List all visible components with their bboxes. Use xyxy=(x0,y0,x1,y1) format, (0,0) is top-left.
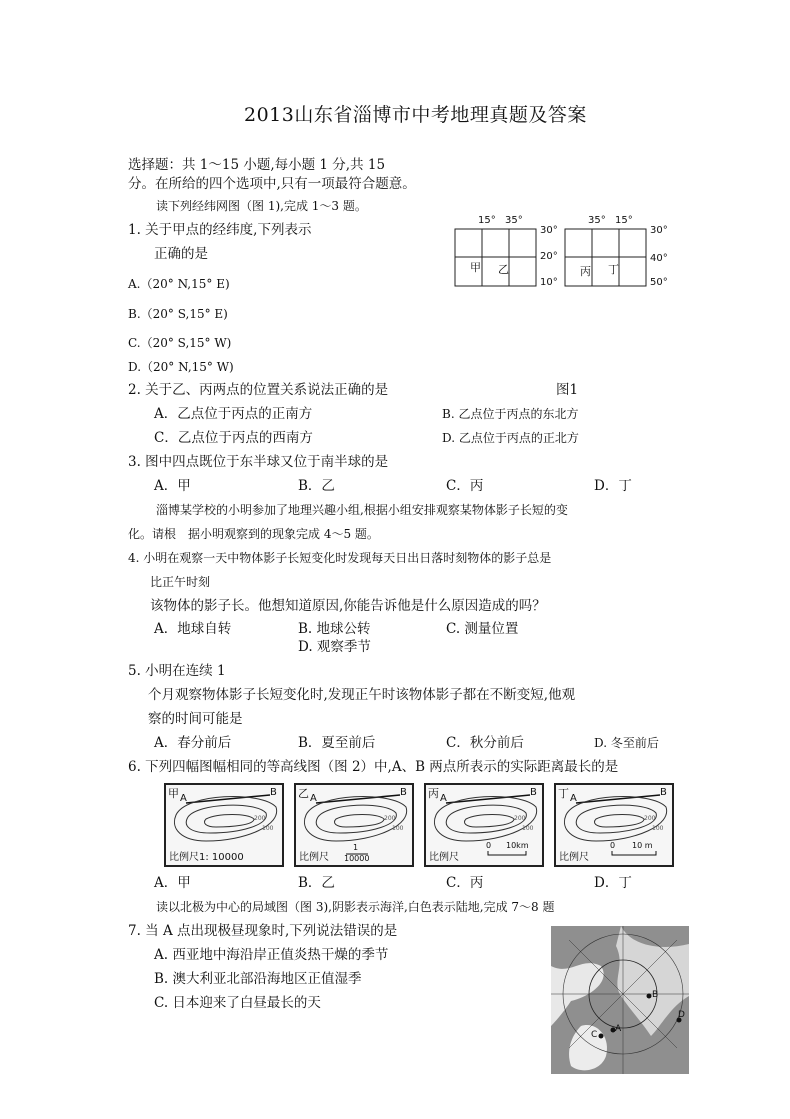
q7-option-c: C. 日本迎来了白昼最长的天 xyxy=(154,995,321,1011)
figure-3-polar-map xyxy=(551,926,689,1074)
q6-option-c: C．丙 xyxy=(446,875,484,891)
q3-option-b: B．乙 xyxy=(298,478,335,494)
q7-stem: 7. 当 A 点出现极昼现象时,下列说法错误的是 xyxy=(128,923,398,939)
fig1-left-lat-3: 10° xyxy=(540,277,558,288)
q2-option-a: A．乙点位于丙点的正南方 xyxy=(154,406,313,422)
q3-stem: 3. 图中四点既位于东半球又位于南半球的是 xyxy=(128,454,389,470)
read-instruction-3: 读以北极为中心的局域图（图 3),阴影表示海洋,白色表示陆地,完成 7～8 题 xyxy=(156,900,555,914)
map-ding-point-a: A xyxy=(570,793,577,804)
q4-stem-3: 该物体的影子长。他想知道原因,你能告诉他是什么原因造成的吗？ xyxy=(150,598,546,614)
map-yi-scale-numerator: 1 xyxy=(353,843,359,852)
q4-option-a: A．地球自转 xyxy=(154,621,232,637)
q4-option-d: D. 观察季节 xyxy=(298,639,371,655)
figure-2-map-jia xyxy=(164,783,284,867)
q1-stem: 1. 关于甲点的经纬度,下列表示 xyxy=(128,222,312,238)
map-jia-contour-200: 200 xyxy=(254,815,266,822)
q4-stem: 4. 小明在观察一天中物体影子长短变化时发现每天日出日落时刻物体的影子总是 xyxy=(128,551,552,565)
q2-stem: 2. 关于乙、丙两点的位置关系说法正确的是 xyxy=(128,382,389,398)
map-ding-name: 丁 xyxy=(558,787,569,800)
figure-2-map-bing xyxy=(424,783,544,867)
map-yi-contour-200: 200 xyxy=(384,815,396,822)
map-bing-name: 丙 xyxy=(428,787,439,800)
q7-option-b: B. 澳大利亚北部沿海地区正值湿季 xyxy=(154,971,362,987)
q3-option-c: C．丙 xyxy=(446,478,484,494)
figure-1-caption: 图1 xyxy=(556,382,579,398)
fig3-point-a: A xyxy=(615,1024,622,1034)
q5-stem-2: 个月观察物体影子长短变化时,发现正午时该物体影子都在不断变短,他观 xyxy=(148,687,576,703)
fig3-point-b: B xyxy=(652,990,659,1000)
figure-1-grid-left xyxy=(450,215,570,290)
page-title: 2013山东省淄博市中考地理真题及答案 xyxy=(244,104,587,126)
map-bing-point-b: B xyxy=(530,787,537,798)
fig1-left-lat-2: 20° xyxy=(540,251,558,262)
fig1-right-top-lon-1: 35° xyxy=(588,215,606,226)
q5-option-c: C．秋分前后 xyxy=(446,735,524,751)
map-yi-point-a: A xyxy=(310,793,317,804)
q1-option-a: A.（20° N,15° E) xyxy=(128,277,230,291)
map-ding-scale-bar-label: 10 m xyxy=(632,841,653,850)
fig1-right-lat-3: 50° xyxy=(650,277,668,288)
q4-option-c: C. 测量位置 xyxy=(446,621,519,637)
q6-option-b: B．乙 xyxy=(298,875,335,891)
fig1-point-yi: 乙 xyxy=(498,263,509,276)
intro-line-2: 分。在所给的四个选项中,只有一项最符合题意。 xyxy=(128,176,416,192)
map-ding-contour-100: 100 xyxy=(652,825,664,832)
q3-option-a: A．甲 xyxy=(154,478,191,494)
q5-option-a: A．春分前后 xyxy=(154,735,232,751)
fig1-point-jia: 甲 xyxy=(470,261,481,274)
q7-option-a: A. 西亚地中海沿岸正值炎热干燥的季节 xyxy=(154,947,389,963)
map-ding-scale: 比例尺 xyxy=(559,852,589,863)
map-ding-contour-200: 200 xyxy=(644,815,656,822)
q5-stem-3: 察的时间可能是 xyxy=(148,711,243,727)
fig1-left-lat-1: 30° xyxy=(540,225,558,236)
map-jia-contour-100: 100 xyxy=(262,825,274,832)
fig1-point-bing: 丙 xyxy=(580,265,591,278)
q2-option-b: B. 乙点位于丙点的东北方 xyxy=(442,407,579,421)
intro-line-1: 选择题：共 1～15 小题,每小题 1 分,共 15 xyxy=(128,157,386,173)
map-ding-scale-zero: 0 xyxy=(610,841,616,850)
map-bing-point-a: A xyxy=(440,793,447,804)
map-yi-name: 乙 xyxy=(298,787,309,800)
map-jia-point-b: B xyxy=(270,787,277,798)
q6-stem: 6. 下列四幅图幅相同的等高线图（图 2）中,A、B 两点所表示的实际距离最长的是 xyxy=(128,759,619,775)
q1-stem-2: 正确的是 xyxy=(154,246,208,262)
q1-option-b: B.（20° S,15° E) xyxy=(128,307,228,321)
map-yi-contour-100: 100 xyxy=(392,825,404,832)
map-jia-point-a: A xyxy=(180,793,187,804)
q3-option-d: D．丁 xyxy=(594,478,632,494)
q2-option-c: C．乙点位于丙点的西南方 xyxy=(154,430,313,446)
map-yi-scale: 比例尺 xyxy=(299,852,329,863)
read-instruction-2-line-2: 化。请根 据小明观察到的现象完成 4～5 题。 xyxy=(128,527,379,541)
q5-option-b: B．夏至前后 xyxy=(298,735,376,751)
map-bing-contour-100: 100 xyxy=(522,825,534,832)
q4-stem-2: 比正午时刻 xyxy=(150,575,211,589)
q6-option-a: A．甲 xyxy=(154,875,191,891)
map-bing-scale: 比例尺 xyxy=(429,852,459,863)
fig1-right-lat-2: 40° xyxy=(650,253,668,264)
fig1-right-lat-1: 30° xyxy=(650,225,668,236)
fig1-right-top-lon-2: 15° xyxy=(615,215,633,226)
map-jia-scale: 比例尺1: 10000 xyxy=(169,852,244,863)
map-yi-point-b: B xyxy=(400,787,407,798)
q5-option-d: D. 冬至前后 xyxy=(594,736,659,750)
read-instruction-1: 读下列经纬网图（图 1),完成 1～3 题。 xyxy=(156,199,367,213)
fig1-left-top-lon-1: 15° xyxy=(478,215,496,226)
fig1-point-ding: 丁 xyxy=(608,263,619,276)
fig3-point-d: D xyxy=(678,1010,685,1020)
map-ding-point-b: B xyxy=(660,787,667,798)
read-instruction-2-line-1: 淄博某学校的小明参加了地理兴趣小组,根据小组安排观察某物体影子长短的变 xyxy=(156,503,568,517)
fig3-point-c: C xyxy=(591,1030,598,1040)
map-jia-name: 甲 xyxy=(168,787,179,800)
map-yi-scale-denominator: 10000 xyxy=(344,854,370,863)
q6-option-d: D．丁 xyxy=(594,875,632,891)
q2-option-d: D. 乙点位于丙点的正北方 xyxy=(442,431,579,445)
figure-2-map-ding xyxy=(554,783,674,867)
q1-option-c: C.（20° S,15° W) xyxy=(128,336,232,350)
map-bing-scale-zero: 0 xyxy=(486,841,492,850)
q1-option-d: D.（20° N,15° W) xyxy=(128,360,234,374)
q5-stem: 5. 小明在连续 1 xyxy=(128,663,226,679)
figure-1-grid-right xyxy=(560,215,680,290)
fig1-left-top-lon-2: 35° xyxy=(505,215,523,226)
figure-2-map-yi xyxy=(294,783,414,867)
q4-option-b: B. 地球公转 xyxy=(298,621,371,637)
map-bing-contour-200: 200 xyxy=(514,815,526,822)
map-bing-scale-bar-label: 10km xyxy=(506,841,529,850)
